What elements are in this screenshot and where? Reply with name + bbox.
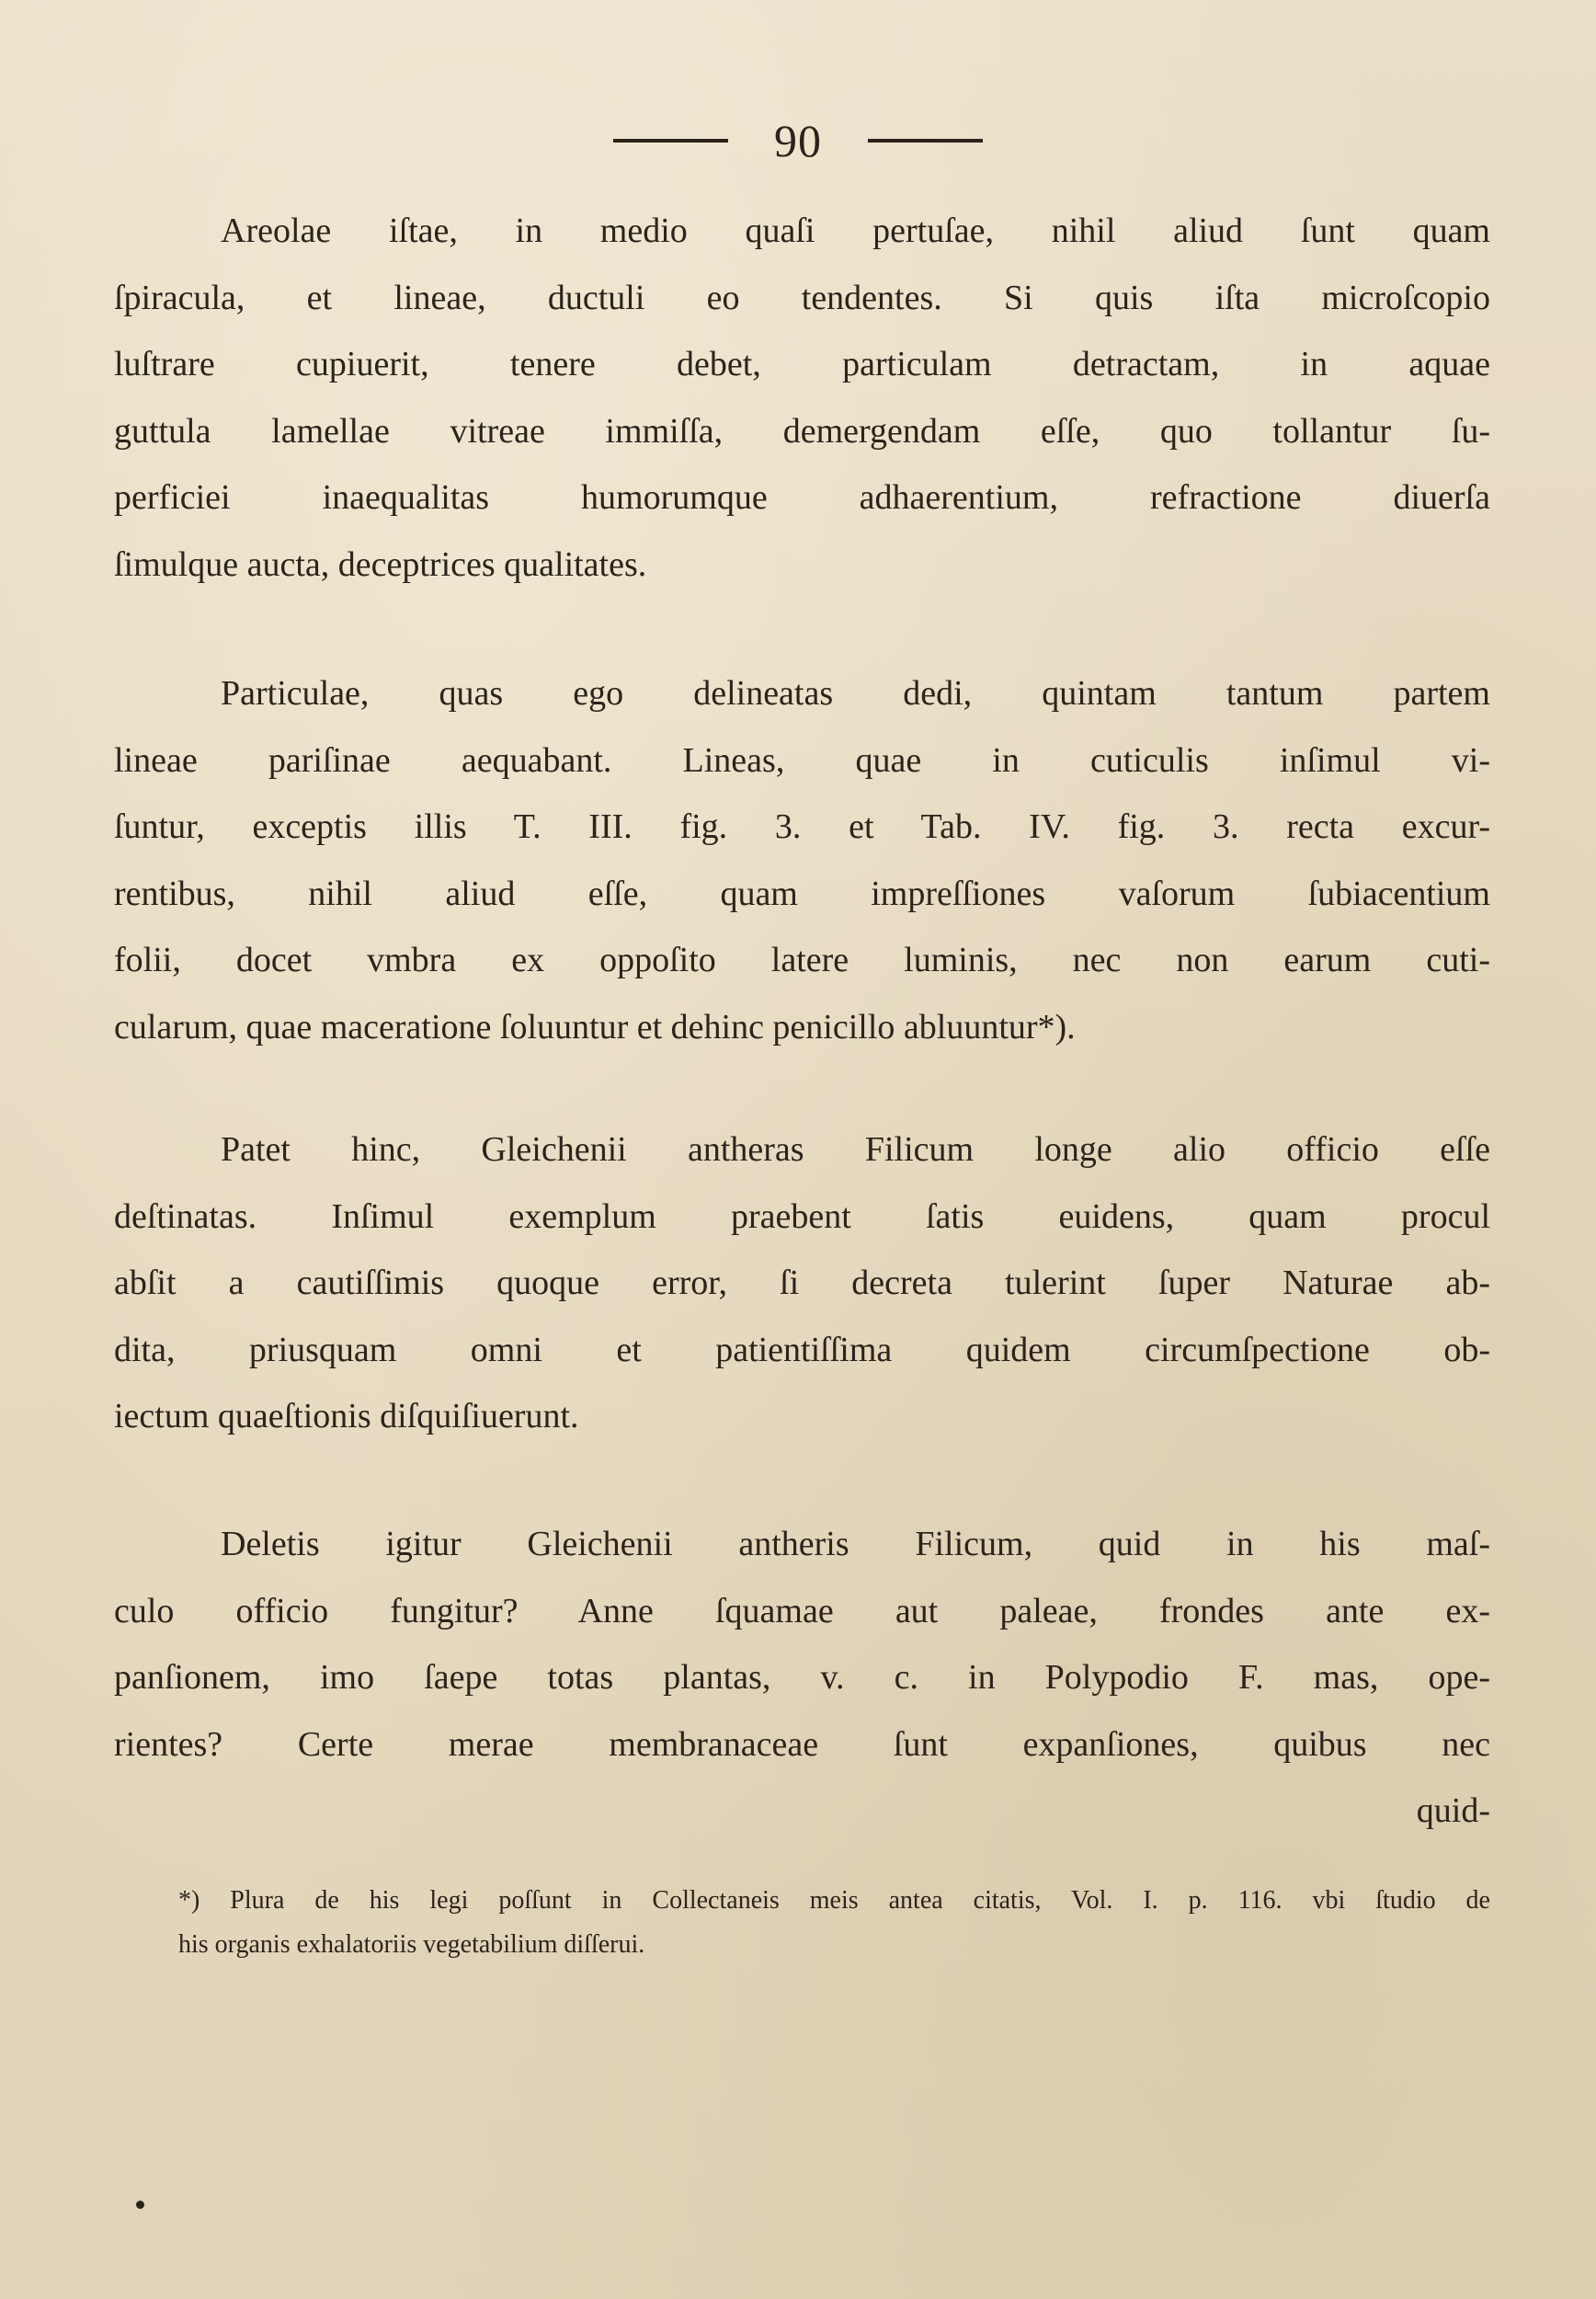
ink-speck xyxy=(136,2201,144,2209)
text-line: guttula lamellae vitreae immiſſa, demergendam eſſe, quo tollantur ſu- xyxy=(114,411,1490,451)
text-line: culo officio fungitur? Anne ſquamae aut paleae, frondes ante ex- xyxy=(114,1591,1490,1630)
header-rule-right xyxy=(868,139,983,143)
text-line: panſionem, imo ſaepe totas plantas, v. c. in Polypodio F. mas, ope- xyxy=(114,1658,1490,1697)
text-line: Areolae iſtae, in medio quaſi pertuſae, nihil aliud ſunt quam xyxy=(221,212,1490,250)
catchword: quid- xyxy=(1416,1791,1490,1830)
header-rule-left xyxy=(613,139,728,143)
paragraph-2 xyxy=(114,660,1490,1060)
text-line: dita, priusquam omni et patientiſſima quidem circumſpectione ob- xyxy=(114,1330,1490,1369)
text-line: ſimulque aucta, deceptrices qualitates. xyxy=(114,544,647,584)
paragraph-1 xyxy=(114,198,1490,598)
text-line: Particulae, quas ego delineatas dedi, quintam tantum partem xyxy=(221,674,1490,713)
paragraph-3 xyxy=(114,1116,1490,1450)
text-line: Deletis igitur Gleichenii antheris Filicum, quid in his maſ- xyxy=(221,1525,1490,1563)
paragraph-4 xyxy=(114,1511,1490,1845)
text-line: rientes? Certe merae membranaceae ſunt expanſiones, quibus nec xyxy=(114,1724,1490,1764)
page-header xyxy=(0,109,1596,173)
text-line: ſuntur, exceptis illis T. III. fig. 3. et Tab. IV. fig. 3. recta excur- xyxy=(114,807,1490,846)
text-line: folii, docet vmbra ex oppoſito latere luminis, nec non earum cuti- xyxy=(114,941,1490,979)
text-line: luſtrare cupiuerit, tenere debet, particulam detractam, in aquae xyxy=(114,345,1490,383)
text-line: deſtinatas. Inſimul exemplum praebent ſatis euidens, quam procul xyxy=(114,1196,1490,1236)
text-line: cularum, quae maceratione ſoluuntur et dehinc penicillo abluuntur*). xyxy=(114,1007,1076,1047)
text-line: iectum quaeſtionis diſquiſiuerunt. xyxy=(114,1397,579,1435)
text-line: abſit a cautiſſimis quoque error, ſi decreta tulerint ſuper Naturae ab- xyxy=(114,1264,1490,1302)
text-line: lineae pariſinae aequabant. Lineas, quae in cuticulis inſimul vi- xyxy=(114,740,1490,780)
footnote xyxy=(178,1879,1490,1967)
footnote-line: his organis exhalatoriis vegetabilium diſſerui. xyxy=(178,1930,645,1959)
text-line: Patet hinc, Gleichenii antheras Filicum longe alio officio eſſe xyxy=(221,1130,1490,1169)
footnote-line: *) Plura de his legi poſſunt in Collectaneis meis antea citatis, Vol. I. p. 116. vbi ſtudio de xyxy=(178,1886,1490,1915)
text-line: rentibus, nihil aliud eſſe, quam impreſſiones vaſorum ſubiacentium xyxy=(114,874,1490,913)
text-line: ſpiracula, et lineae, ductuli eo tendentes. Si quis iſta microſcopio xyxy=(114,278,1490,317)
page-number: 90 xyxy=(774,115,822,166)
text-line: perficiei inaequalitas humorumque adhaerentium, refractione diuerſa xyxy=(114,478,1490,517)
